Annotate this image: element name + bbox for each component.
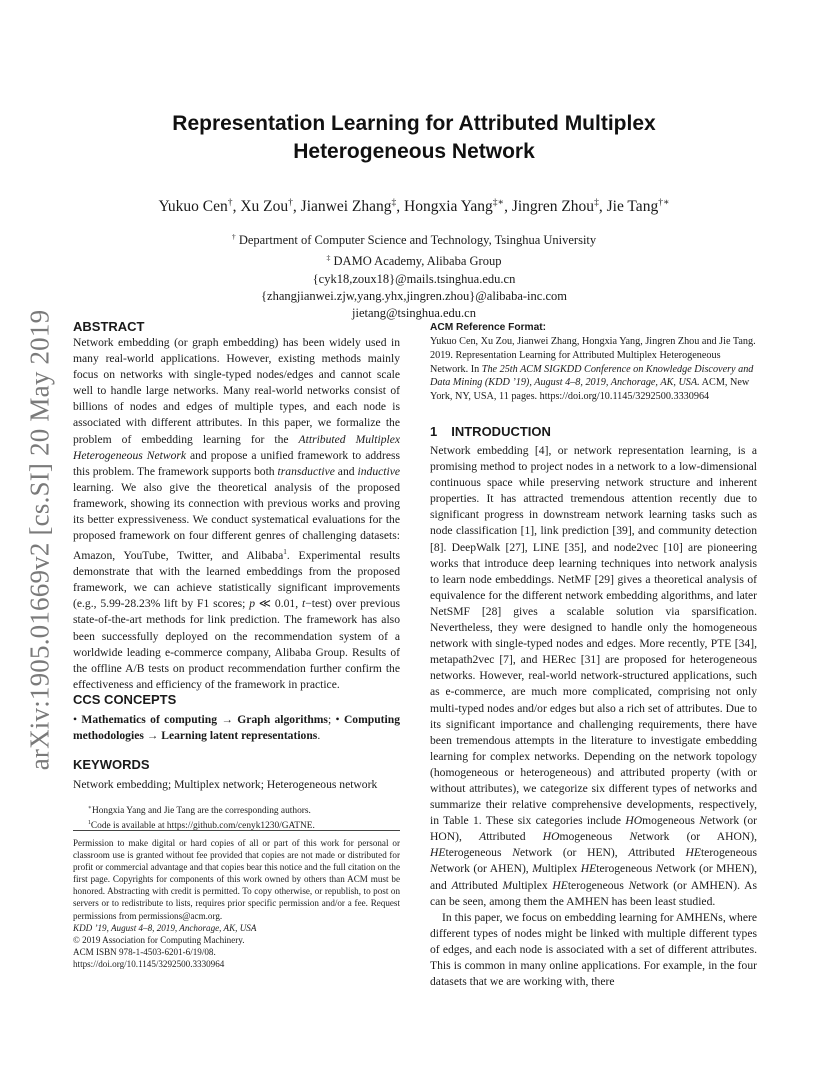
abstract-text: Network embedding (or graph embedding) has been widely used in many real-world applications. However, existing methods mainly focus on networks with single-typed nodes/edges and cannot scale well to handle large networks. Many real-world networks consist of billions of nodes and edges of multiple types, and each node is associated with different attributes. In this paper, we formalize the problem of embedding learning for the Attributed Multiplex Heterogeneous Network and propose a unified framework to address this problem. The framework supports both transductive and inductive learning. We also give the theoretical analysis of the proposed framework, showing its connection with previous works and proving its better expressiveness. We conduct systematical evaluations for the proposed framework on four different genres of challenging datasets: Amazon, YouTube, Twitter, and Alibaba$^1$. Experimental results demonstrate that with the learned embeddings from the proposed framework, we can achieve statistically significant improvements (e.g., 5.99-28.23% lift by F1 scores; p ≪ 0.01, t−test) over previous state-of-the-art methods for link prediction. The framework has also been successfully deployed on the recommendation system of a worldwide leading e-commerce company, Alibaba Group. Results of the offline A/B tests on product recommendation further confirm the effectiveness and efficiency of the framework in practice. xyxy=(73,336,401,691)
affiliation-2 xyxy=(100,249,728,270)
acm-reference-heading: ACM Reference Format: xyxy=(430,322,547,333)
copyright-line: © 2019 Association for Computing Machinery. xyxy=(73,934,245,945)
introduction-heading: 1 INTRODUCTION xyxy=(430,424,551,439)
author-mark: † xyxy=(288,197,293,208)
footnote-divider xyxy=(73,830,400,831)
email-line-2: {zhangjianwei.zjw,yang.yhx,jingren.zhou}@alibaba-inc.com xyxy=(261,288,567,303)
permission-block xyxy=(73,837,400,970)
doi-line: https://doi.org/10.1145/3292500.3330964 xyxy=(73,958,225,969)
title-line-2: Heterogeneous Network xyxy=(293,140,535,163)
author-mark: ‡ xyxy=(594,197,599,208)
affiliation-mark: † xyxy=(231,232,236,241)
introduction-section xyxy=(430,423,757,990)
keywords-section xyxy=(73,756,400,793)
keywords-text: Network embedding; Multiplex network; Heterogeneous network xyxy=(73,778,378,791)
conference-info: KDD ’19, August 4–8, 2019, Anchorage, AK, USA xyxy=(73,922,257,933)
arxiv-id-text: arXiv:1905.01669v2 [cs.SI] 20 May 2019 xyxy=(24,309,55,771)
email-line-1: {cyk18,zoux18}@mails.tsinghua.edu.cn xyxy=(312,271,516,286)
paper-title xyxy=(100,110,728,166)
author-mark: ‡ xyxy=(391,197,397,208)
email-line-3: jietang@tsinghua.edu.cn xyxy=(352,306,476,321)
author-name: Hongxia Yang xyxy=(404,198,493,216)
ccs-heading: CCS CONCEPTS xyxy=(73,692,177,707)
footnotes xyxy=(88,802,400,833)
author-mark: ‡∗ xyxy=(492,197,505,208)
author-name: Jingren Zhou xyxy=(511,198,595,216)
introduction-paragraph-1: Network embedding [4], or network representation learning, is a promising method to project nodes in a network to a low-dimensional continuous space while preserving network structure and inherent properties. It has attracted tremendous attention recently due to significant progress in downstream network learning tasks such as node classification [1], link prediction [39], and community detection [8]. DeepWalk [27], LINE [35], and node2vec [10] are pioneering works that introduce deep learning techniques into network analysis to learn node embeddings. NetMF [29] gives a theoretical analysis of equivalence for the different network embedding algorithms, and later NetSMF [28] gives a scalable solution via sparsification. Nevertheless, they were designed to handle only the homogeneous network with single-typed nodes and edges. More recently, PTE [34], metapath2vec [7], and HERec [31] are proposed for heterogeneous networks. However, real-world network-structured applications, such as e-commerce, are much more complicated, comprising not only multi-typed nodes and/or edges but also a rich set of attributes. Due to its significant importance and challenging requirements, there have been tremendous attempts in the literature to investigate embedding learning for complex networks. Depending on the network topology (homogeneous or heterogeneous) and attributed property (with or without attributes), we categorize six different types of networks and summarize their relative comprehensive developments, respectively, in Table 1. These six categories include HOmogeneous Network (or HON), Attributed HOmogeneous Network (or AHON), HEterogeneous Network (or HEN), Attributed HEterogeneous Network (or AHEN), Multiplex HEterogeneous Network (or MHEN), and Attributed Multiplex HEterogeneous Network (or AMHEN). As can be seen, among them the AMHEN has been least studied. xyxy=(430,444,758,908)
introduction-paragraph-2: In this paper, we focus on embedding learning for AMHENs, where different types of nodes might be linked with multiple different types of edges, and each node is associated with a set of different attributes. This is common in many online applications. For example, in the four datasets that we are working with, there xyxy=(430,910,757,989)
affiliation-text: DAMO Academy, Alibaba Group xyxy=(333,254,502,269)
author-mark: †∗ xyxy=(658,197,670,208)
affiliation-mark: ‡ xyxy=(326,253,331,263)
affiliation-text: Department of Computer Science and Technology, Tsinghua University xyxy=(238,233,597,248)
affiliations xyxy=(100,228,728,322)
author-name: Yukuo Cen xyxy=(158,198,228,216)
author-mark: † xyxy=(227,197,233,208)
footnote-2: $^1$Code is available at https://github.com/cenyk1230/GATNE. xyxy=(88,820,315,832)
acm-reference-text: Yukuo Cen, Xu Zou, Jianwei Zhang, Hongxia Yang, Jingren Zhou and Jie Tang. 2019. Representation Learning for Attributed Multiplex Heterogeneous Network. In The 25th ACM SIGKDD Conference on Knowledge Discovery and Data Mining (KDD ’19), August 4–8, 2019, Anchorage, AK, USA. ACM, New York, NY, USA, 11 pages. https://doi.org/10.1145/3292500.3330964 xyxy=(430,336,756,403)
abstract-heading: ABSTRACT xyxy=(73,319,145,334)
author-name: Xu Zou xyxy=(240,198,289,216)
title-line-1: Representation Learning for Attributed Multiplex xyxy=(172,112,656,135)
footnote-1: ∗Hongxia Yang and Jie Tang are the corresponding authors. xyxy=(88,805,311,817)
author-list: Yukuo Cen†, Xu Zou†, Jianwei Zhang‡, Hongxia Yang‡∗, Jingren Zhou‡, Jie Tang†∗ xyxy=(158,197,670,216)
abstract-section xyxy=(73,318,400,693)
arxiv-identifier-stamp xyxy=(20,290,60,790)
isbn-line: ACM ISBN 978-1-4503-6201-6/19/08. xyxy=(73,946,216,957)
affiliation-1 xyxy=(100,228,728,249)
permission-text: Permission to make digital or hard copies of all or part of this work for personal or classroom use is granted without fee provided that copies are not made or distributed for profit or commercial advantage and that copies bear this notice and the full citation on the first page. Copyrights for components of this work owned by others than ACM must be honored. Abstracting with credit is permitted. To copy otherwise, or republish, to post on servers or to redistribute to lists, requires prior specific permission and/or a fee. Request permissions from permissions@acm.org. xyxy=(73,838,401,921)
acm-reference-section xyxy=(430,321,757,404)
author-name: Jie Tang xyxy=(606,198,659,216)
ccs-text: • Mathematics of computing → Graph algorithms; • Computing methodologies → Learning latent representations. xyxy=(73,713,400,743)
keywords-heading: KEYWORDS xyxy=(73,757,150,772)
ccs-section xyxy=(73,691,400,744)
author-name: Jianwei Zhang xyxy=(300,198,392,216)
